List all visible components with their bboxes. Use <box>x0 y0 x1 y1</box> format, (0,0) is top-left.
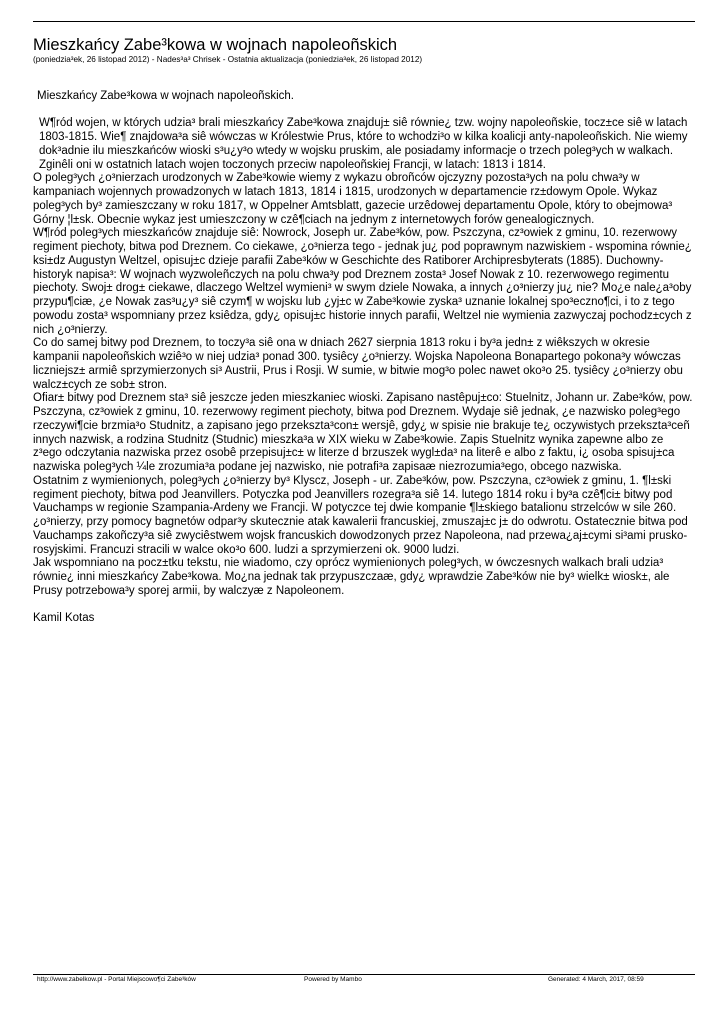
bottom-rule <box>33 974 695 975</box>
footer-powered-by: Powered by Mambo <box>304 976 362 983</box>
footer-generated: Generated: 4 March, 2017, 08:59 <box>548 976 644 983</box>
article-lead: Mieszkańcy Zabe³kowa w wojnach napoleoñskich. <box>37 90 294 102</box>
page-title: Mieszkańcy Zabe³kowa w wojnach napoleoñskich <box>33 36 398 54</box>
article-paragraph: W¶ród poleg³ych mieszkańców znajduje siê: Nowrock, Joseph ur. Zabe³ków, pow. Pszczyna, cz³owiek z gminu, 10. rezerwowy regiment piechoty, bitwa pod Dreznem. Co ciekawe, ¿o³nierza tego - jednak ju¿ pod poprawnym nazwiskiem - wspomina równie¿ ksi±dz Augustyn Weltzel, opisuj±c dzieje parafii Zabe³ków w Geschichte des Ratiborer Archipresbyterats (1885). Duchowny-historyk napisa³: W wojnach wyzwoleñczych na polu chwa³y pod Dreznem zosta³ Josef Nowak z 10. rezerwowego regimentu piechoty. Swoj± drog± ciekawe, dlaczego Weltzel wymieni³ w swym dziele Nowaka, a innych ¿o³nierzy ju¿ nie? Mo¿e nale¿a³oby przypu¶ciæ, ¿e Nowak zas³u¿y³ siê czym¶ w wojsku lub ¿yj±c w Zabe³kowie zyska³ uznanie lokalnej spo³eczno¶ci, i to z tego powodu zosta³ wspomniany przez ksiêdza, gdy¿ opisuj±c historie innych parafii, Weltzel nie wymienia zazwyczaj pochodz±cych z nich ¿o³nierzy. <box>33 227 692 336</box>
article-meta: (poniedzia³ek, 26 listopad 2012) - Nades³a³ Chrisek - Ostatnia aktualizacja (poniedzia³ek, 26 listopad 2012) <box>33 55 423 64</box>
top-rule <box>33 21 695 22</box>
article-paragraph: O poleg³ych ¿o³nierzach urodzonych w Zabe³kowie wiemy z wykazu obroñców ojczyzny pozosta³ych na polu chwa³y w kampaniach wojennych prowadzonych w latach 1813, 1814 i 1815, urodzonych w departamencie rz±dowym Opole. Wykaz poleg³ych by³ zamieszczany w roku 1817, w Oppelner Amtsblatt, gazecie urzêdowej departamentu Opole, który to obejmowa³ Górny ¦l±sk. Obecnie wykaz jest umieszczony w czê¶ciach na jednym z internetowych forów genealogicznych. <box>33 172 673 226</box>
article-paragraph: Co do samej bitwy pod Dreznem, to toczy³a siê ona w dniach 2627 sierpnia 1813 roku i by³a jedn± z wiêkszych w okresie kampanii napoleoñskich wziê³o w niej udzia³ ponad 300. tysiêcy ¿o³nierzy. Wojska Napoleona Bonapartego pokona³y wówczas liczniejsz± armiê sprzymierzonych si³ Austrii, Prus i Rosji. W sumie, w bitwie mog³o polec nawet oko³o 25. tysiêcy ¿o³nierzy obu walcz±cych ze sob± stron. <box>33 337 683 391</box>
article-paragraph: Ofiar± bitwy pod Dreznem sta³ siê jeszcze jeden mieszkaniec wioski. Zapisano nastêpuj±co: Stuelnitz, Johann ur. Zabe³ków, pow. Pszczyna, cz³owiek z gminu, 10. rezerwowy regiment piechoty, bitwa pod Dreznem. Wydaje siê jednak, ¿e nazwisko poleg³ego rzeczywi¶cie brzmia³o Studnitz, a zapisano jego przekszta³con± wersjê, gdy¿ w spisie nie brakuje te¿ oczywistych przekszta³ceñ innych nazwisk, a rodzina Studnitz (Studnic) mieszka³a w XIX wieku w Zabe³kowie. Zapis Stuelnitz wynika zapewne albo ze z³ego odczytania nazwiska przez osobê przepisuj±c± w literze d brzuszek wygl±da³ na literê e albo z faktu, i¿ osoba spisuj±ca nazwiska poleg³ych ¼le zrozumia³a podane jej nazwisko, nie potrafi³a zapisaæ niezrozumia³ego, obcego nazwiska. <box>33 392 693 473</box>
article-paragraph: Jak wspomniano na pocz±tku tekstu, nie wiadomo, czy oprócz wymienionych poleg³ych, w ówczesnych walkach brali udzia³ równie¿ inni mieszkańcy Zabe³kowa. Mo¿na jednak tak przypuszczaæ, gdy¿ wprawdzie Zabe³ków nie by³ wielk± wiosk±, ale Prusy potrzebowa³y sporej armii, by walczyæ z Napoleonem. <box>33 557 670 597</box>
article-paragraph: W¶ród wojen, w których udzia³ brali mieszkańcy Zabe³kowa znajduj± siê równie¿ tzw. wojny napoleoñskie, tocz±ce siê w latach 1803-1815. Wie¶ znajdowa³a siê wówczas w Królestwie Prus, które to wchodzi³o w kilka koalicji anty-napoleoñskich. Nie wiemy dok³adnie ilu mieszkańców wioski s³u¿y³o wtedy w wojsku pruskim, ale posiadamy informacje o trzech poleg³ych w walkach. Zginêli oni w ostatnich latach wojen toczonych przeciw napoleoñskiej Francji, w latach: 1813 i 1814. <box>39 117 688 171</box>
article-body <box>33 90 693 626</box>
footer-site-url[interactable]: http://www.zabelkow.pl - Portal Miejscowo¶ci Zabe³ków <box>37 976 196 983</box>
article-author: Kamil Kotas <box>33 612 95 624</box>
article-paragraph: Ostatnim z wymienionych, poleg³ych ¿o³nierzy by³ Klyscz, Joseph - ur. Zabe³ków, pow. Pszczyna, cz³owiek z gminu, 1. ¶l±ski regiment piechoty, bitwa pod Jeanvillers. Potyczka pod Jeanvillers rozegra³a siê 14. lutego 1814 roku i by³a czê¶ci± bitwy pod Vauchamps w regionie Szampania-Ardeny we Francji. W potyczce tej dwie kompanie ¶l±skiego batalionu strzelców w sile 260. ¿o³nierzy, przy pomocy bagnetów odpar³y skutecznie atak kawalerii francuskiej, zmuszaj±c j± do odwrotu. Ostatecznie bitwa pod Vauchamps zakoñczy³a siê zwyciêstwem wojsk francuskich dowodzonych przez Napoleona, nad przewa¿aj±cymi si³ami prusko-rosyjskimi. Francuzi stracili w walce oko³o 600. ludzi a sprzymierzeni ok. 9000 ludzi. <box>33 474 688 556</box>
